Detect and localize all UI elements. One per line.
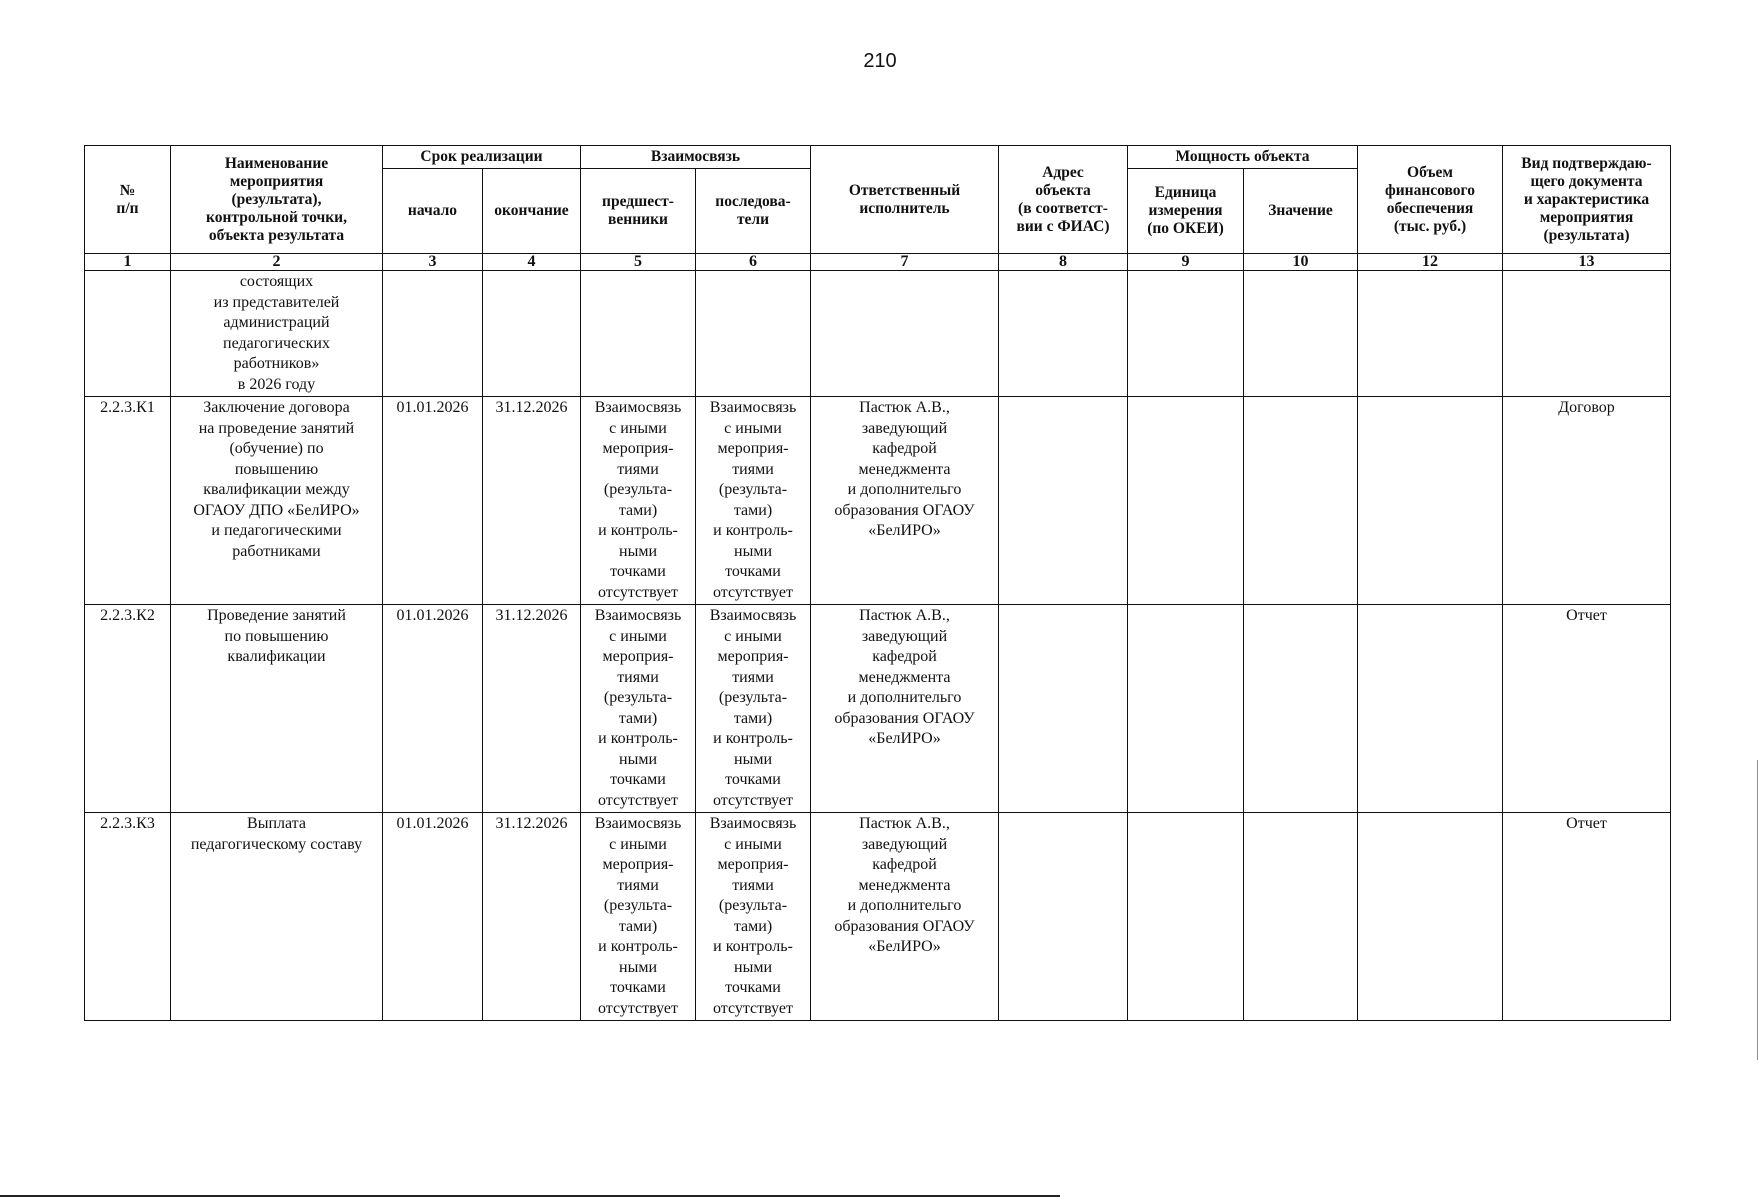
row-value: [1244, 813, 1358, 1021]
row-doc: Отчет: [1503, 813, 1671, 1021]
column-number: 1: [85, 254, 171, 271]
row-start-date: 01.01.2026: [383, 813, 483, 1021]
row-num: 2.2.3.К3: [85, 813, 171, 1021]
row-predecessors: Взаимосвязь с иными мероприя- тиями (результа- тами) и контроль- ными точками отсутствует: [581, 397, 696, 605]
table-cell: [1358, 271, 1503, 397]
header-term-group: Срок реализации: [383, 146, 581, 169]
scan-edge-mark: [1757, 760, 1758, 1060]
row-finance: [1358, 605, 1503, 813]
table-cell: [383, 271, 483, 397]
row-responsible: Пастюк А.В., заведующий кафедрой менеджмента и дополнительго образования ОГАОУ «БелИРО»: [811, 397, 999, 605]
table-cell: [1503, 271, 1671, 397]
header-row-1: [85, 146, 1671, 169]
row-responsible: Пастюк А.В., заведующий кафедрой менеджмента и дополнительго образования ОГАОУ «БелИРО»: [811, 813, 999, 1021]
plan-table: [84, 145, 1671, 1021]
row-name: Выплата педагогическому составу: [171, 813, 383, 1021]
table-cell: [696, 271, 811, 397]
row-end-date: 31.12.2026: [483, 397, 581, 605]
column-number: 12: [1358, 254, 1503, 271]
row-address: [999, 397, 1128, 605]
column-number: 4: [483, 254, 581, 271]
column-number-row: [85, 254, 1671, 271]
header-address: Адрес объекта (в соответст- вии с ФИАС): [999, 146, 1128, 254]
row-value: [1244, 605, 1358, 813]
row-finance: [1358, 813, 1503, 1021]
column-number: 8: [999, 254, 1128, 271]
row-num: 2.2.3.К2: [85, 605, 171, 813]
header-unit: Единица измерения (по ОКЕИ): [1128, 169, 1244, 254]
table-row: [85, 397, 1671, 605]
column-number: 2: [171, 254, 383, 271]
header-link-group: Взаимосвязь: [581, 146, 811, 169]
table-cell: [85, 271, 171, 397]
column-number: 6: [696, 254, 811, 271]
header-start: начало: [383, 169, 483, 254]
row-unit: [1128, 397, 1244, 605]
bottom-scan-line: [0, 1195, 1060, 1197]
row-num: 2.2.3.К1: [85, 397, 171, 605]
row-end-date: 31.12.2026: [483, 813, 581, 1021]
column-number: 10: [1244, 254, 1358, 271]
column-number: 7: [811, 254, 999, 271]
row-doc: Договор: [1503, 397, 1671, 605]
row-address: [999, 813, 1128, 1021]
row-successors: Взаимосвязь с иными мероприя- тиями (результа- тами) и контроль- ными точками отсутствует: [696, 605, 811, 813]
header-num: № п/п: [85, 146, 171, 254]
column-number: 9: [1128, 254, 1244, 271]
row-start-date: 01.01.2026: [383, 397, 483, 605]
header-predecessors: предшест- венники: [581, 169, 696, 254]
row-end-date: 31.12.2026: [483, 605, 581, 813]
row-doc: Отчет: [1503, 605, 1671, 813]
row-responsible: Пастюк А.В., заведующий кафедрой менеджмента и дополнительго образования ОГАОУ «БелИРО»: [811, 605, 999, 813]
column-number: 5: [581, 254, 696, 271]
page-number: 210: [863, 50, 897, 72]
row-value: [1244, 397, 1358, 605]
table-row: [85, 813, 1671, 1021]
table-cell: [1244, 271, 1358, 397]
row-predecessors: Взаимосвязь с иными мероприя- тиями (результа- тами) и контроль- ными точками отсутствует: [581, 813, 696, 1021]
header-successors: последова- тели: [696, 169, 811, 254]
row-name: Заключение договора на проведение занятий (обучение) по повышению квалификации между ОГАОУ ДПО «БелИРО» и педагогическими работниками: [171, 397, 383, 605]
row-successors: Взаимосвязь с иными мероприя- тиями (результа- тами) и контроль- ными точками отсутствует: [696, 397, 811, 605]
row-address: [999, 605, 1128, 813]
header-capacity-group: Мощность объекта: [1128, 146, 1358, 169]
row-finance: [1358, 397, 1503, 605]
table-cell: [581, 271, 696, 397]
table-cell: [483, 271, 581, 397]
row-successors: Взаимосвязь с иными мероприя- тиями (результа- тами) и контроль- ными точками отсутствует: [696, 813, 811, 1021]
header-value: Значение: [1244, 169, 1358, 254]
row-name: Проведение занятий по повышению квалификации: [171, 605, 383, 813]
header-name: Наименование мероприятия (результата), контрольной точки, объекта результата: [171, 146, 383, 254]
row-predecessors: Взаимосвязь с иными мероприя- тиями (результа- тами) и контроль- ными точками отсутствует: [581, 605, 696, 813]
row-unit: [1128, 813, 1244, 1021]
header-doc: Вид подтверждаю- щего документа и характеристика мероприятия (результата): [1503, 146, 1671, 254]
header-responsible: Ответственный исполнитель: [811, 146, 999, 254]
row-unit: [1128, 605, 1244, 813]
table-row: [85, 605, 1671, 813]
continuation-name: состоящих из представителей администраций педагогических работников» в 2026 году: [171, 271, 383, 397]
column-number: 3: [383, 254, 483, 271]
header-end: окончание: [483, 169, 581, 254]
table-cell: [999, 271, 1128, 397]
table-cell: [811, 271, 999, 397]
table-cell: [1128, 271, 1244, 397]
continuation-row: [85, 271, 1671, 397]
column-number: 13: [1503, 254, 1671, 271]
row-start-date: 01.01.2026: [383, 605, 483, 813]
header-finance: Объем финансового обеспечения (тыс. руб.): [1358, 146, 1503, 254]
